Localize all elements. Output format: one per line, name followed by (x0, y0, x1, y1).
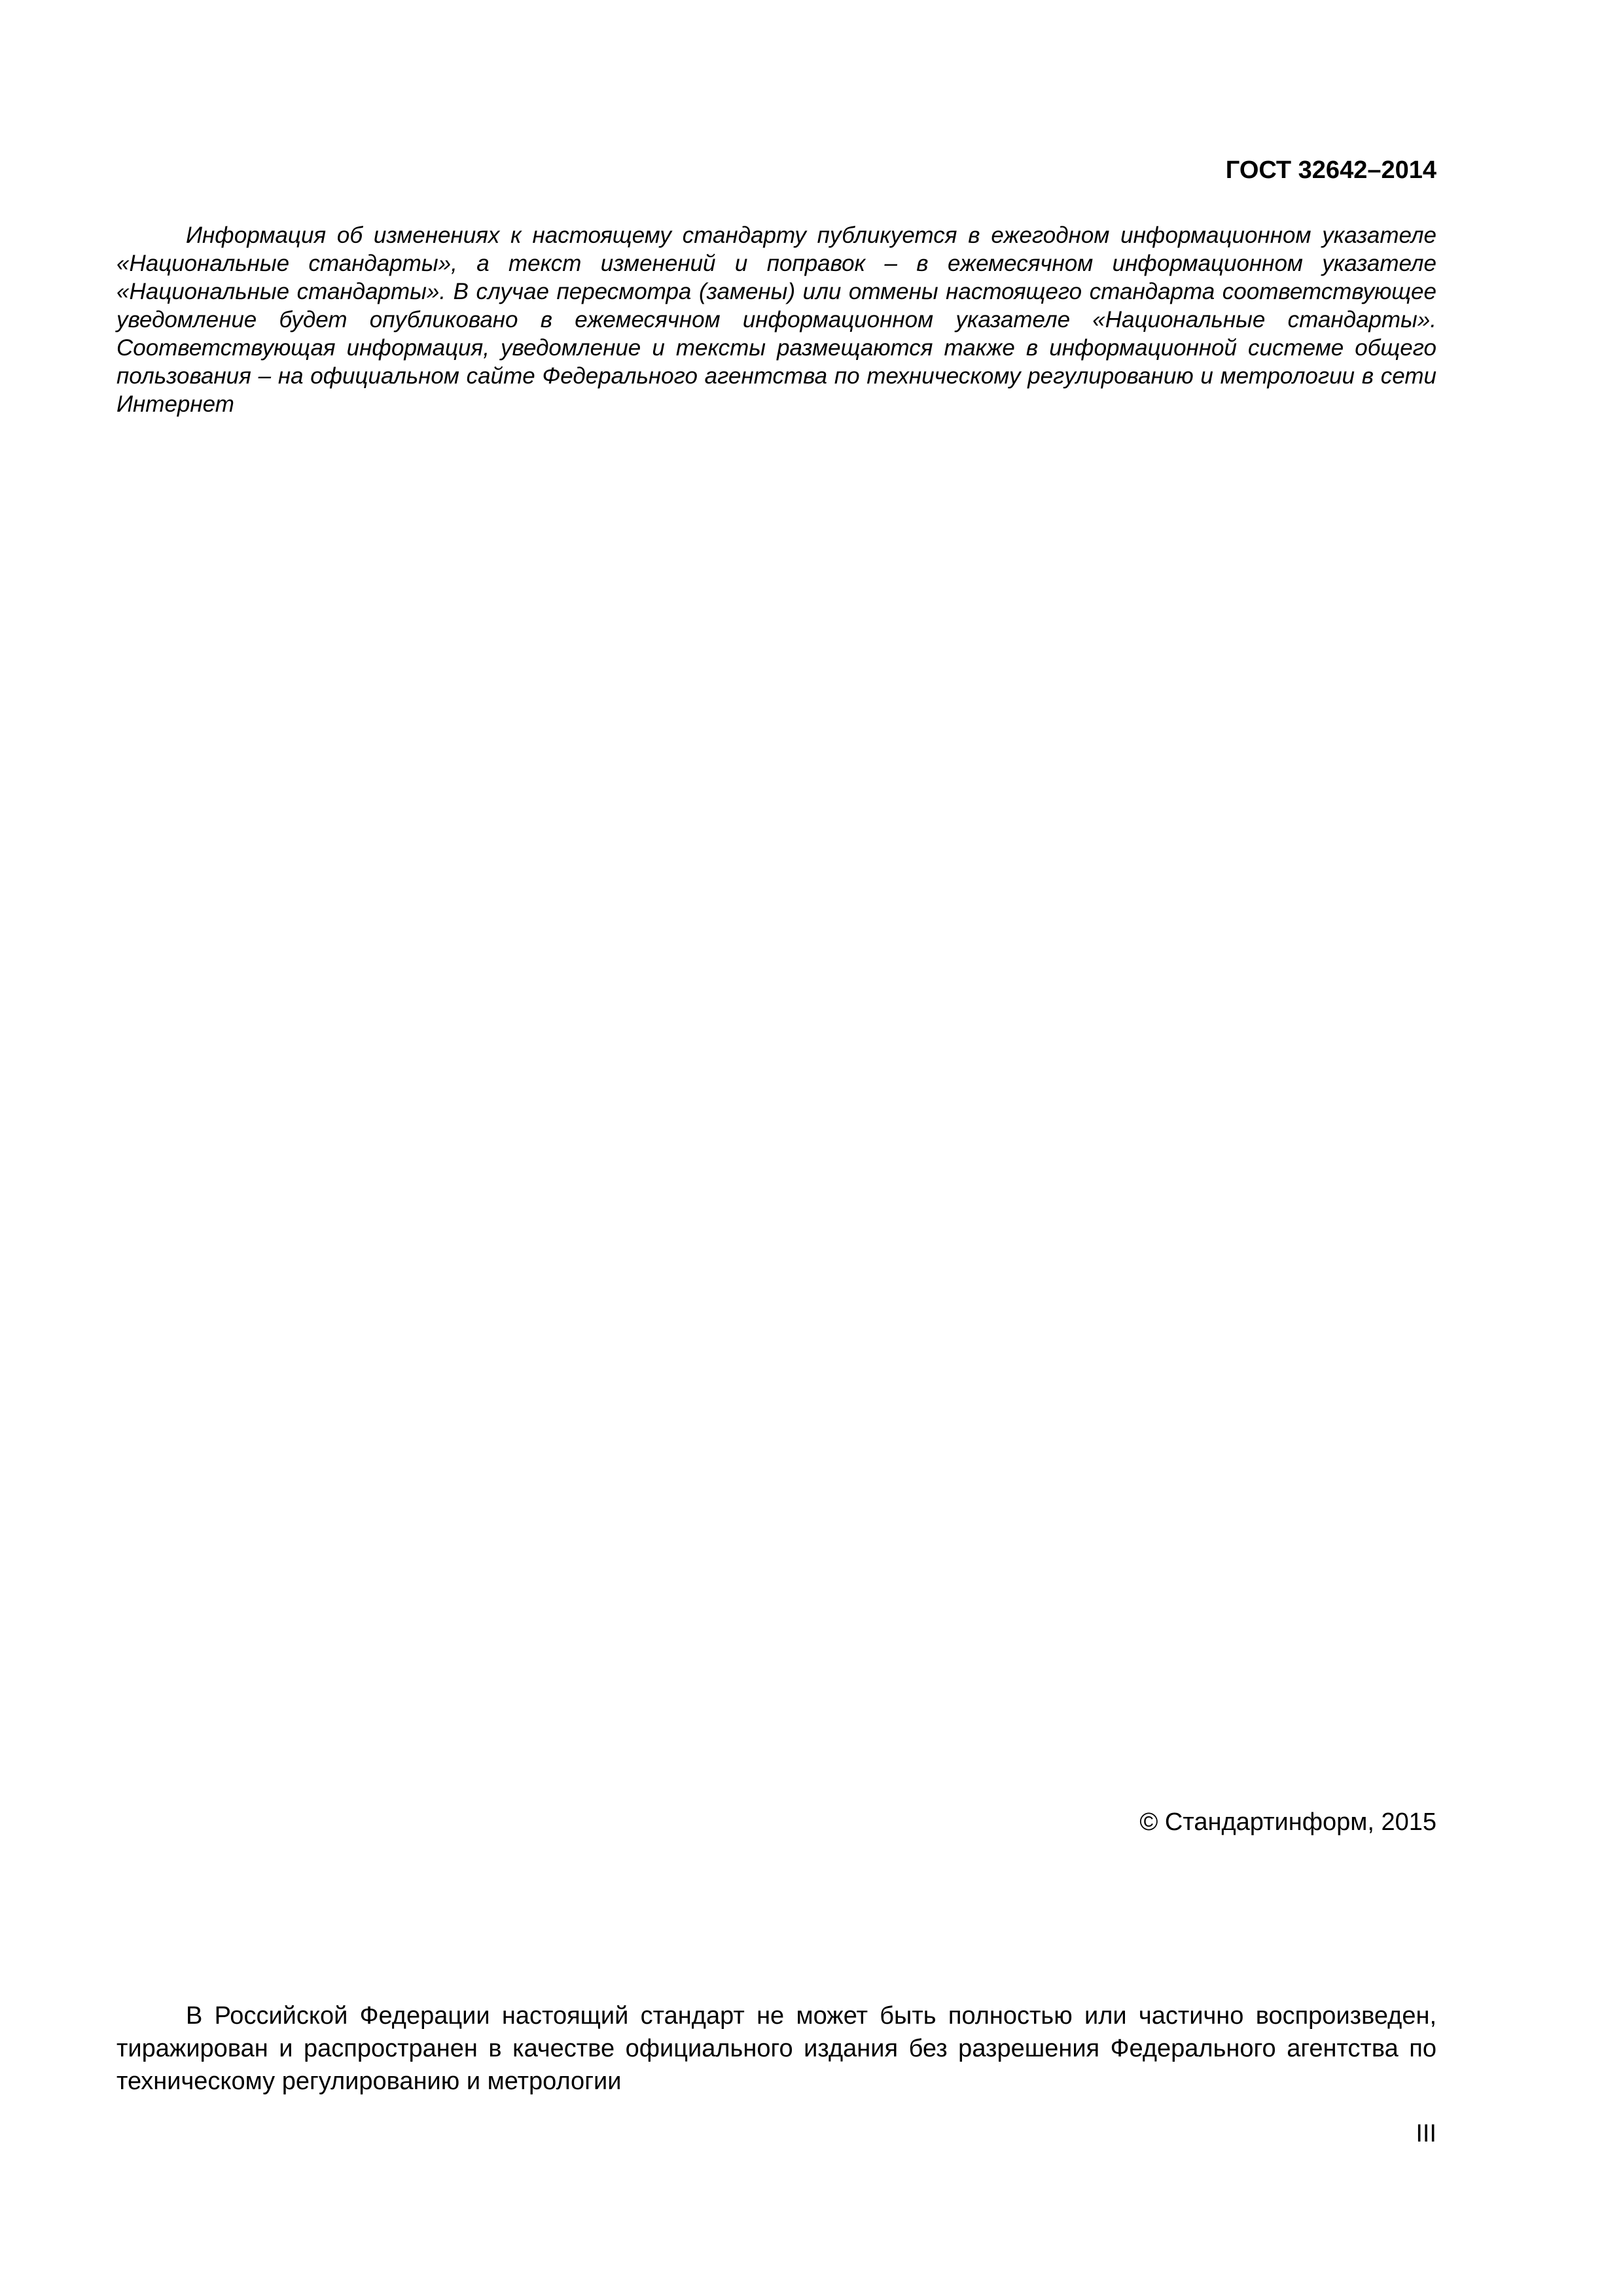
reproduction-notice-paragraph: В Российской Федерации настоящий стандарт не может быть полностью или частично воспроизведен, тиражирован и распространен в качестве официального издания без разрешения Федерального агентства по техническому регулированию и метрологии (116, 2002, 1436, 2095)
copyright-line: © Стандартинформ, 2015 (1139, 1808, 1436, 1836)
document-code-header: ГОСТ 32642–2014 (1225, 156, 1436, 184)
page-number: III (1416, 2120, 1436, 2147)
amendments-info-paragraph: Информация об изменениях к настоящему стандарту публикуется в ежегодном информационном указателе «Национальные стандарты», а текст изменений и поправок – в ежемесячном информационном указателе «Национальные стандарты». В случае пересмотра (замены) или отмены настоящего стандарта соответствующее уведомление будет опубликовано в ежемесячном информационном указателе «Национальные стандарты». Соответствующая информация, уведомление и тексты размещаются также в информационной системе общего пользования – на официальном сайте Федерального агентства по техническому регулированию и метрологии в сети Интернет (116, 223, 1436, 417)
